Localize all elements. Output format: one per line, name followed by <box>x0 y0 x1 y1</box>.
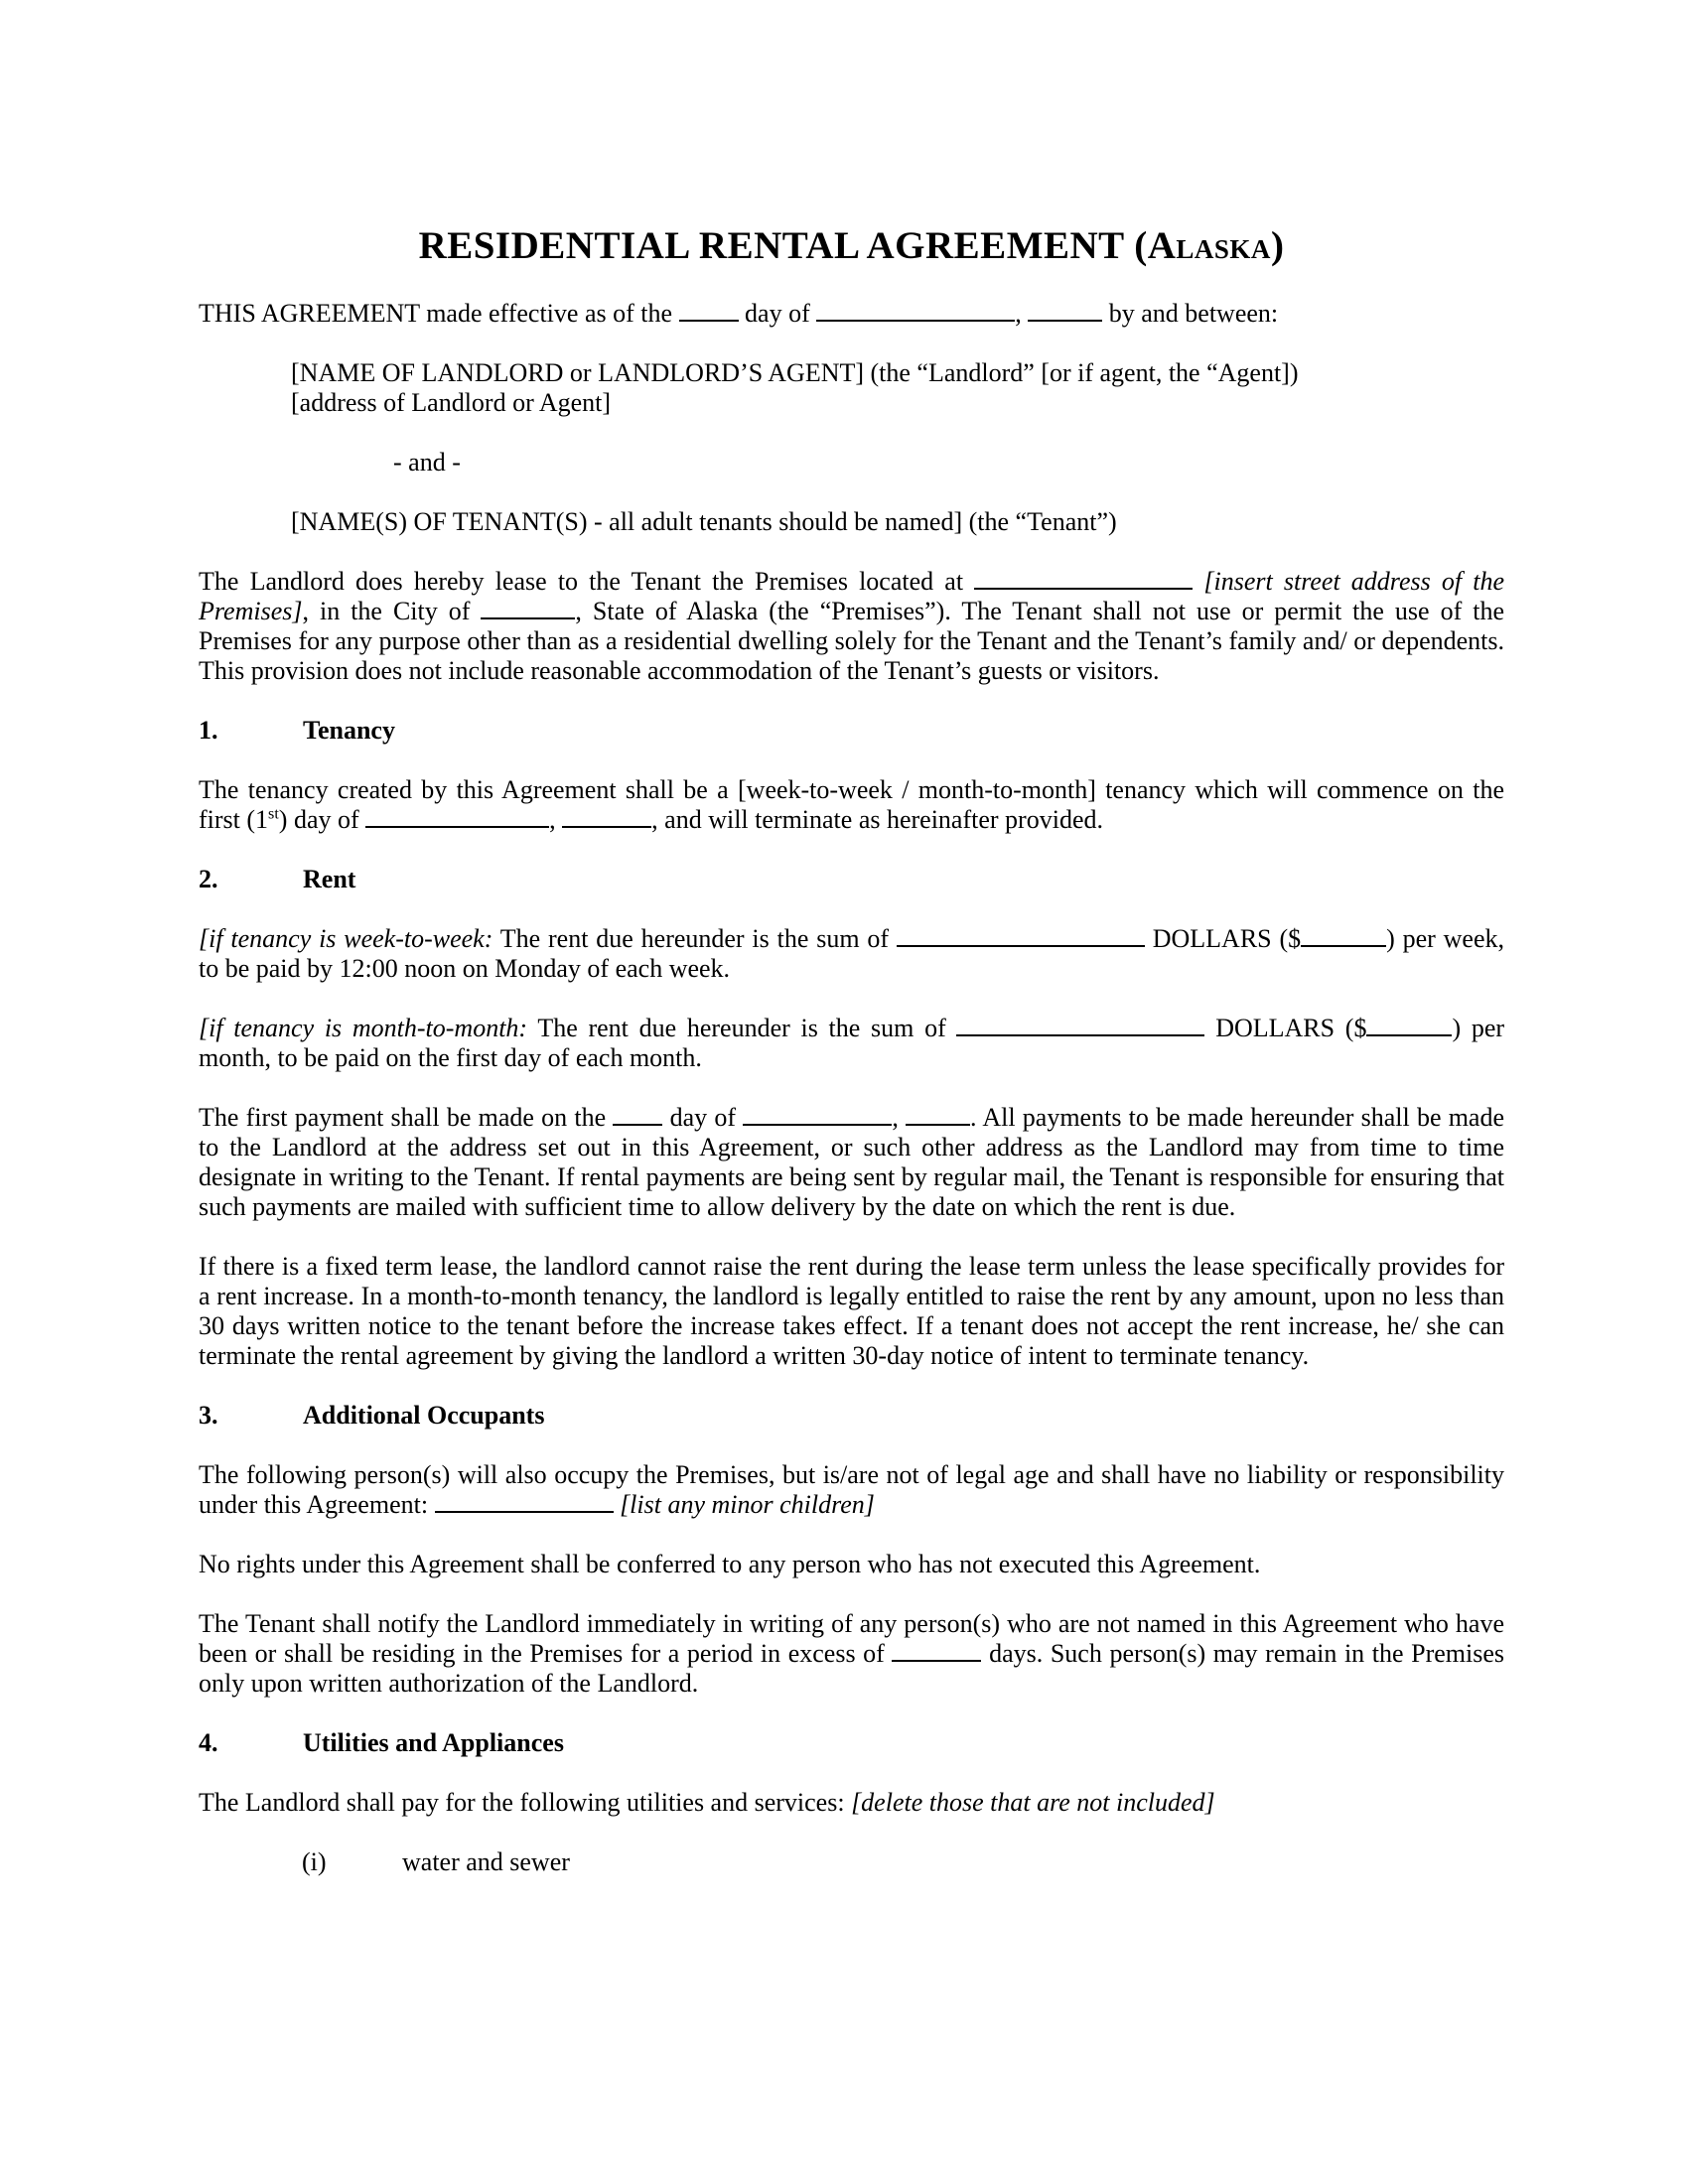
tenancy-text-1: The tenancy created by this Agreement shall be a [week-to-week / month-to-month] tenancy which will commence on the first (1 <box>199 775 1504 834</box>
tenancy-text-2: ) day of <box>278 805 359 834</box>
blank-year <box>1028 316 1102 322</box>
section-3-number: 3. <box>199 1401 218 1430</box>
rent-increase-paragraph: If there is a fixed term lease, the landlord cannot raise the rent during the lease term unless the lease specifically provides for a rent increase. In a month-to-month tenancy, the landlord is legally entitled to raise the rent by any amount, upon no less than 30 days written notice to the tenant before the increase takes effect. If a tenant does not accept the rent increase, he/ she can terminate the rental agreement by giving the landlord a written 30-day notice of intent to terminate tenancy. <box>199 1252 1504 1370</box>
intro-text-1: THIS AGREEMENT made effective as of the <box>199 299 673 328</box>
section-2-title: Rent <box>303 865 356 893</box>
payment-text-3: , <box>892 1103 899 1132</box>
premises-text-4: , State of Alaska (the “Premises”). The Tenant shall not use or permit the use of the Premises for any purpose other than as a residential dwelling solely for the Tenant and the Tenant’s family and/ or dependents. This provision does not include reasonable accommodation of the Tenant’s guests or visitors. <box>199 597 1504 685</box>
landlord-block <box>291 358 1504 418</box>
occupants-text-1: The following person(s) will also occupy the Premises, but is/are not of legal age and shall have no liability or responsibility under this Agreement: <box>199 1460 1504 1519</box>
section-1-heading <box>199 716 1504 746</box>
blank-month <box>816 316 1015 322</box>
intro-text-4: by and between: <box>1108 299 1279 328</box>
tenant-line: [NAME(S) OF TENANT(S) - all adult tenants should be named] (the “Tenant”) <box>291 507 1117 536</box>
blank-week-rent-words <box>897 941 1145 947</box>
blank-commence-year <box>562 822 651 828</box>
list-item-text: water and sewer <box>402 1847 570 1876</box>
blank-minor-children <box>435 1507 614 1513</box>
rent-week-text-2: DOLLARS ($ <box>1152 924 1302 953</box>
section-3-heading <box>199 1401 1504 1431</box>
list-item-marker: (i) <box>302 1847 327 1876</box>
occupants-insert-note: [list any minor children] <box>620 1490 875 1519</box>
premises-paragraph <box>199 567 1504 686</box>
section-2-heading <box>199 865 1504 894</box>
payment-text-4: . All payments to be made hereunder shall be made to the Landlord at the address set out in this Agreement, or such other address as the Landlord may from time to time designate in writing to the Tenant. If rental payments are being sent by regular mail, the Tenant is responsible for ensuring that such payments are mailed with sufficient time to allow delivery by the date on which the rent is due. <box>199 1103 1505 1221</box>
first-payment-paragraph <box>199 1103 1504 1222</box>
document-title <box>199 223 1504 269</box>
rent-week-paragraph <box>199 924 1504 984</box>
and-separator: - and - <box>393 448 461 477</box>
spacer <box>199 418 1504 448</box>
blank-excess-days <box>892 1656 981 1662</box>
blank-commence-month <box>365 822 549 828</box>
premises-text-1: The Landlord does hereby lease to the Tenant the Premises located at <box>199 567 964 596</box>
blank-payment-year <box>906 1120 970 1126</box>
blank-month-rent-amount <box>1366 1030 1452 1036</box>
section-3-title: Additional Occupants <box>303 1401 545 1430</box>
premises-text-3: , in the City of <box>302 597 471 625</box>
intro-paragraph <box>199 299 1504 329</box>
payment-text-2: day of <box>669 1103 737 1132</box>
rent-month-text-2: DOLLARS ($ <box>1215 1014 1367 1042</box>
no-rights-paragraph: No rights under this Agreement shall be conferred to any person who has not executed this Agreement. <box>199 1550 1261 1578</box>
section-1-number: 1. <box>199 716 218 745</box>
rent-week-text-3: ) per week, to be paid by 12:00 noon on Monday of each week. <box>199 924 1505 983</box>
intro-text-2: day of <box>745 299 810 328</box>
section-4-number: 4. <box>199 1728 218 1757</box>
payment-text-1: The first payment shall be made on the <box>199 1103 607 1132</box>
tenancy-text-4: , and will terminate as hereinafter provided. <box>651 805 1103 834</box>
rent-month-text-1: The rent due hereunder is the sum of <box>537 1014 946 1042</box>
notify-text-2: days. Such person(s) may remain in the Premises only upon written authorization of the Landlord. <box>199 1639 1505 1698</box>
premises-insert-note: [insert street address of the Premises] <box>199 567 1505 625</box>
utilities-list-item-1 <box>302 1847 1504 1877</box>
notify-paragraph <box>199 1609 1504 1699</box>
utilities-text-1: The Landlord shall pay for the following utilities and services: <box>199 1788 845 1817</box>
utilities-paragraph <box>199 1788 1504 1818</box>
blank-day <box>679 316 739 322</box>
title-prefix: RESIDENTIAL RENTAL AGREEMENT ( <box>418 224 1148 267</box>
blank-week-rent-amount <box>1301 941 1386 947</box>
utilities-delete-note: [delete those that are not included] <box>851 1788 1215 1817</box>
notify-text-1: The Tenant shall notify the Landlord immediately in writing of any person(s) who are not named in this Agreement who have been or shall be residing in the Premises for a period in excess of <box>199 1609 1504 1668</box>
rent-month-paragraph <box>199 1014 1504 1073</box>
rent-month-condition: [if tenancy is month-to-month: <box>199 1014 528 1042</box>
title-suffix: ) <box>1270 224 1285 267</box>
ordinal-superscript: st <box>268 805 279 823</box>
rent-month-text-3: ) per month, to be paid on the first day of each month. <box>199 1014 1505 1072</box>
blank-payment-month <box>743 1120 892 1126</box>
rent-week-text-1: The rent due hereunder is the sum of <box>499 924 890 953</box>
blank-city <box>481 614 575 619</box>
landlord-name-line: [NAME OF LANDLORD or LANDLORD’S AGENT] (the “Landlord” [or if agent, the “Agent]) <box>291 358 1299 387</box>
tenancy-text-3: , <box>549 805 556 834</box>
occupants-paragraph <box>199 1460 1504 1520</box>
section-1-title: Tenancy <box>303 716 395 745</box>
rent-week-condition: [if tenancy is week-to-week: <box>199 924 493 953</box>
title-state: Alaska <box>1147 224 1271 267</box>
blank-street-address <box>974 584 1193 590</box>
intro-text-3: , <box>1015 299 1022 328</box>
landlord-address-line: [address of Landlord or Agent] <box>291 388 612 417</box>
section-4-heading <box>199 1728 1504 1758</box>
section-4-title: Utilities and Appliances <box>303 1728 564 1757</box>
tenancy-paragraph <box>199 775 1504 835</box>
blank-month-rent-words <box>956 1030 1204 1036</box>
section-2-number: 2. <box>199 865 218 893</box>
blank-payment-day <box>613 1120 662 1126</box>
